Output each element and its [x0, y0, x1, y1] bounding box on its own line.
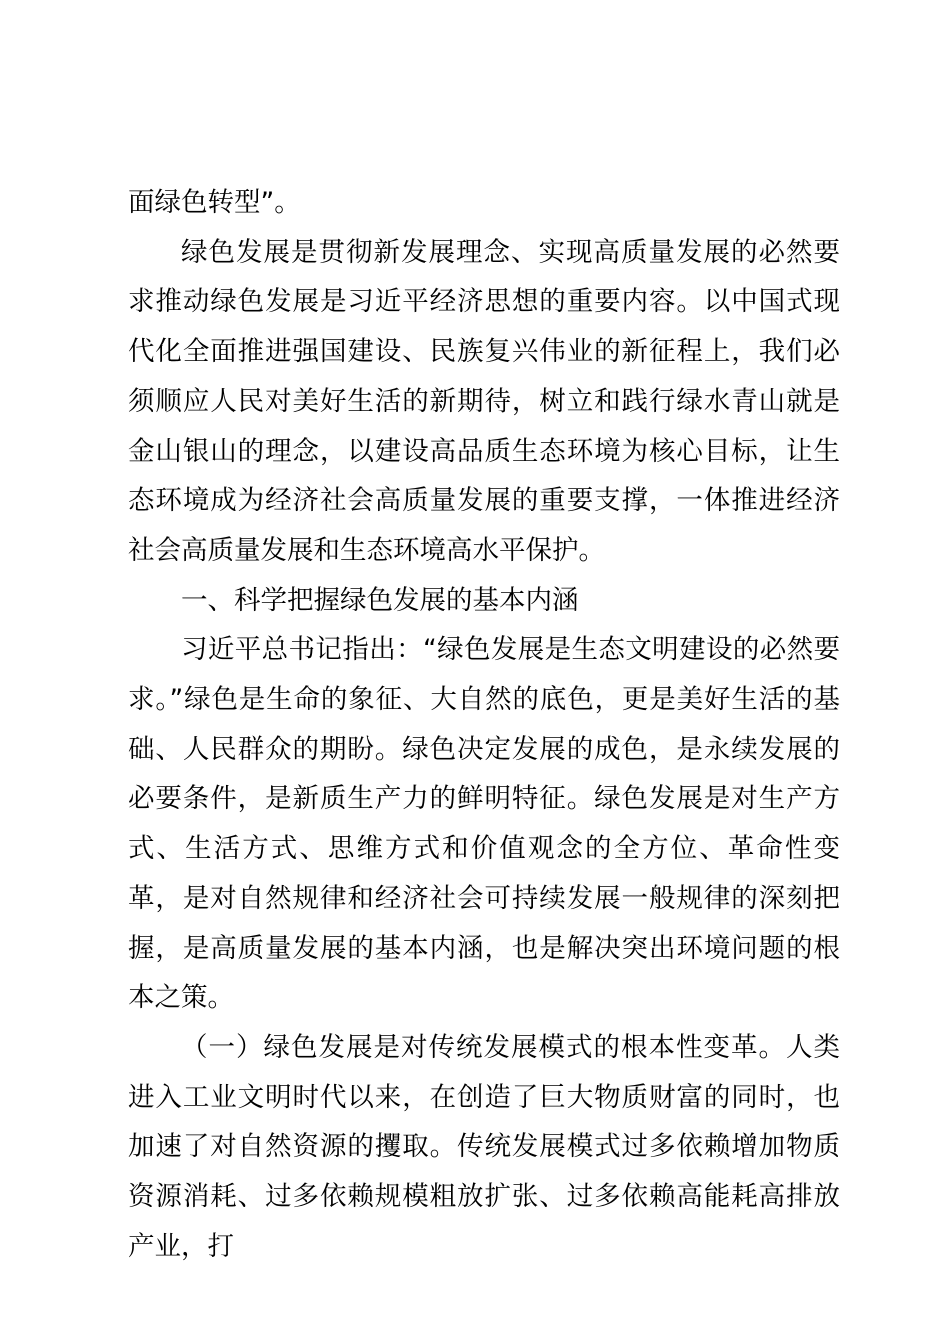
document-body: [128, 178, 840, 1271]
paragraph-green-development-intro: 绿色发展是贯彻新发展理念、实现高质量发展的必然要求推动绿色发展是习近平经济思想的重要内容。以中国式现代化全面推进强国建设、民族复兴伟业的新征程上，我们必须顺应人民对美好生活的新期待，树立和践行绿水青山就是金山银山的理念，以建设高品质生态环境为核心目标，让生态环境成为经济社会高质量发展的重要支撑，一体推进经济社会高质量发展和生态环境高水平保护。: [128, 236, 840, 566]
paragraph-basic-connotation: 习近平总书记指出：“绿色发展是生态文明建设的必然要求。”绿色是生命的象征、大自然的底色，更是美好生活的基础、人民群众的期盼。绿色决定发展的成色，是永续发展的必要条件，是新质生产力的鲜明特征。绿色发展是对生产方式、生活方式、思维方式和价值观念的全方位、革命性变革，是对自然规律和经济社会可持续发展一般规律的深刻把握，是高质量发展的基本内涵，也是解决突出环境问题的根本之策。: [128, 634, 840, 1014]
paragraph-subsection-1: （一）绿色发展是对传统发展模式的根本性变革。人类进入工业文明时代以来，在创造了巨大物质财富的同时，也加速了对自然资源的攫取。传统发展模式过多依赖增加物质资源消耗、过多依赖规模粗放扩张、过多依赖高能耗高排放产业，打: [128, 1031, 840, 1262]
section-heading-1: 一、科学把握绿色发展的基本内涵: [181, 584, 579, 616]
paragraph-continuation: 面绿色转型”。: [128, 187, 301, 218]
